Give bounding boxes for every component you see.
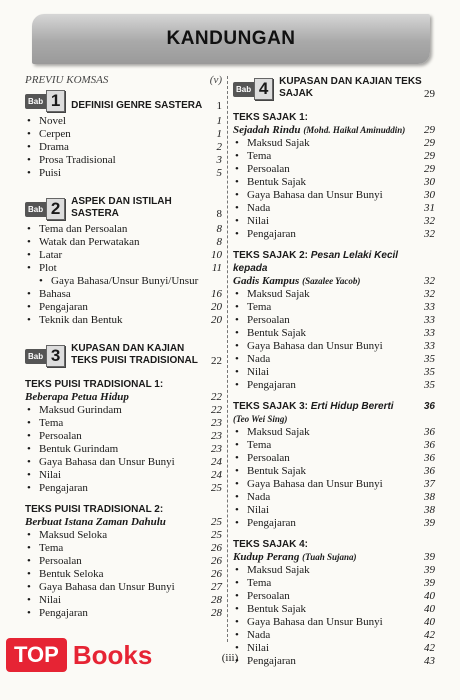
chapter-badge: Bab 4 bbox=[233, 78, 273, 100]
toc-item[interactable]: • Prosa Tradisional 3 bbox=[25, 154, 222, 167]
chapter-2-heading[interactable]: Bab 2 ASPEK DAN ISTILAH SASTERA 8 bbox=[25, 196, 222, 220]
toc-item[interactable]: • Pengajaran 25 bbox=[25, 482, 222, 495]
toc-item[interactable]: • Gaya Bahasa dan Unsur Bunyi 30 bbox=[233, 189, 435, 202]
toc-item[interactable]: • Nada 42 bbox=[233, 629, 435, 642]
chapter-3-heading[interactable]: Bab 3 KUPASAN DAN KAJIAN TEKS PUISI TRADISIONAL 22 bbox=[25, 343, 222, 367]
toc-item[interactable]: • Nilai 32 bbox=[233, 215, 435, 228]
title-banner bbox=[32, 14, 430, 64]
toc-item[interactable]: • Pengajaran 32 bbox=[233, 228, 435, 241]
toc-item[interactable]: • Watak dan Perwatakan 8 bbox=[25, 236, 222, 249]
toc-item[interactable]: • Persoalan 33 bbox=[233, 314, 435, 327]
section-list bbox=[233, 426, 435, 530]
toc-item[interactable]: • Bentuk Gurindam 23 bbox=[25, 443, 222, 456]
section-heading: TEKS SAJAK 4: bbox=[233, 539, 309, 550]
toc-item[interactable]: • Bentuk Sajak 36 bbox=[233, 465, 435, 478]
toc-item[interactable]: • Bentuk Sajak 30 bbox=[233, 176, 435, 189]
chapter-2-list bbox=[25, 223, 222, 327]
toc-left-column bbox=[25, 74, 222, 620]
toc-item[interactable]: • Maksud Sajak 39 bbox=[233, 564, 435, 577]
toc-item[interactable]: • Teknik dan Bentuk 20 bbox=[25, 314, 222, 327]
section-heading: TEKS SAJAK 3: Erti Hidup Bererti 36 bbox=[233, 401, 435, 412]
chapter-1-list bbox=[25, 115, 222, 180]
section-list bbox=[233, 137, 435, 241]
chapter-4-heading[interactable]: Bab 4 KUPASAN DAN KAJIAN TEKS SAJAK 29 bbox=[233, 76, 435, 100]
toc-item[interactable]: • Nada 38 bbox=[233, 491, 435, 504]
section-subtitle[interactable]: Kudup Perang (Tuah Sujana) 39 bbox=[233, 551, 435, 563]
toc-item[interactable]: • Bahasa 16 bbox=[25, 288, 222, 301]
toc-item[interactable]: • Nada 31 bbox=[233, 202, 435, 215]
section-heading: TEKS SAJAK 2: Pesan Lelaki Kecil kepada bbox=[233, 250, 399, 274]
toc-item[interactable]: • Gaya Bahasa dan Unsur Bunyi 40 bbox=[233, 616, 435, 629]
toc-item[interactable]: • Gaya Bahasa dan Unsur Bunyi 37 bbox=[233, 478, 435, 491]
toc-item[interactable]: • Gaya Bahasa dan Unsur Bunyi 33 bbox=[233, 340, 435, 353]
toc-item[interactable]: • Tema dan Persoalan 8 bbox=[25, 223, 222, 236]
toc-item[interactable]: • Nilai 42 bbox=[233, 642, 435, 655]
toc-item[interactable]: • Tema 36 bbox=[233, 439, 435, 452]
chapter-badge: Bab 1 bbox=[25, 90, 65, 112]
toc-right-column bbox=[233, 74, 435, 668]
section-list bbox=[233, 288, 435, 392]
toc-item[interactable]: • Nilai 35 bbox=[233, 366, 435, 379]
toc-item[interactable]: • Tema 39 bbox=[233, 577, 435, 590]
toc-item[interactable]: • Tema 26 bbox=[25, 542, 222, 555]
toc-item[interactable]: • Nilai 38 bbox=[233, 504, 435, 517]
toc-item[interactable]: • Nilai 24 bbox=[25, 469, 222, 482]
toc-item[interactable]: • Pengajaran 35 bbox=[233, 379, 435, 392]
toc-item[interactable]: • Drama 2 bbox=[25, 141, 222, 154]
toc-item[interactable]: • Persoalan 40 bbox=[233, 590, 435, 603]
chapter-1-heading[interactable]: Bab 1 DEFINISI GENRE SASTERA 1 bbox=[25, 90, 222, 112]
page-number: (iii) bbox=[221, 652, 239, 664]
column-divider bbox=[227, 76, 228, 642]
section-heading: TEKS PUISI TRADISIONAL 1: bbox=[25, 379, 164, 390]
toc-item[interactable]: • Maksud Sajak 36 bbox=[233, 426, 435, 439]
toc-item[interactable]: • Nilai 28 bbox=[25, 594, 222, 607]
toc-item[interactable]: • Tema 29 bbox=[233, 150, 435, 163]
toc-item[interactable]: • Persoalan 36 bbox=[233, 452, 435, 465]
section-author: (Teo Wei Sing) bbox=[233, 414, 288, 424]
toc-item[interactable]: • Persoalan 23 bbox=[25, 430, 222, 443]
toc-item[interactable]: • Persoalan 26 bbox=[25, 555, 222, 568]
chapter-badge: Bab 2 bbox=[25, 198, 65, 220]
toc-item[interactable]: • Tema 23 bbox=[25, 417, 222, 430]
page-title: KANDUNGAN bbox=[166, 28, 296, 49]
toc-item[interactable]: • Maksud Gurindam 22 bbox=[25, 404, 222, 417]
section-subtitle[interactable]: Gadis Kampus (Sazalee Yacob) 32 bbox=[233, 275, 435, 287]
toc-item[interactable]: • Novel 1 bbox=[25, 115, 222, 128]
toc-item[interactable]: • Gaya Bahasa dan Unsur Bunyi 27 bbox=[25, 581, 222, 594]
toc-item[interactable]: • Pengajaran 28 bbox=[25, 607, 222, 620]
section-list bbox=[25, 529, 222, 620]
toc-item[interactable]: • Maksud Sajak 32 bbox=[233, 288, 435, 301]
toc-item[interactable]: • Maksud Sajak 29 bbox=[233, 137, 435, 150]
toc-item[interactable]: • Nada 35 bbox=[233, 353, 435, 366]
toc-item[interactable]: • Tema 33 bbox=[233, 301, 435, 314]
topbooks-logo: TOP Books bbox=[6, 638, 152, 672]
section-subtitle[interactable]: Sejadah Rindu (Mohd. Haikal Aminuddin) 29 bbox=[233, 124, 435, 136]
toc-item[interactable]: • Pengajaran 43 bbox=[233, 655, 435, 668]
toc-item[interactable]: • Bentuk Sajak 40 bbox=[233, 603, 435, 616]
section-heading: TEKS SAJAK 1: bbox=[233, 112, 309, 123]
toc-item[interactable]: • Gaya Bahasa dan Unsur Bunyi 24 bbox=[25, 456, 222, 469]
chapter-badge: Bab 3 bbox=[25, 345, 65, 367]
toc-item[interactable]: • Persoalan 29 bbox=[233, 163, 435, 176]
toc-item[interactable]: • Maksud Seloka 25 bbox=[25, 529, 222, 542]
section-heading: TEKS PUISI TRADISIONAL 2: bbox=[25, 504, 164, 515]
toc-item[interactable]: • Puisi 5 bbox=[25, 167, 222, 180]
section-subtitle[interactable]: Berbuat Istana Zaman Dahulu 25 bbox=[25, 516, 222, 528]
toc-item[interactable]: • Gaya Bahasa/Unsur Bunyi/Unsur bbox=[25, 275, 222, 288]
section-list bbox=[25, 404, 222, 495]
toc-item[interactable]: • Pengajaran 39 bbox=[233, 517, 435, 530]
section-subtitle[interactable]: Beberapa Petua Hidup 22 bbox=[25, 391, 222, 403]
toc-item[interactable]: • Plot 11 bbox=[25, 262, 222, 275]
toc-item[interactable]: • Latar 10 bbox=[25, 249, 222, 262]
toc-intro-entry[interactable]: PREVIU KOMSAS (v) bbox=[25, 74, 222, 86]
toc-item[interactable]: • Bentuk Sajak 33 bbox=[233, 327, 435, 340]
toc-item[interactable]: • Pengajaran 20 bbox=[25, 301, 222, 314]
toc-item[interactable]: • Bentuk Seloka 26 bbox=[25, 568, 222, 581]
toc-item[interactable]: • Cerpen 1 bbox=[25, 128, 222, 141]
